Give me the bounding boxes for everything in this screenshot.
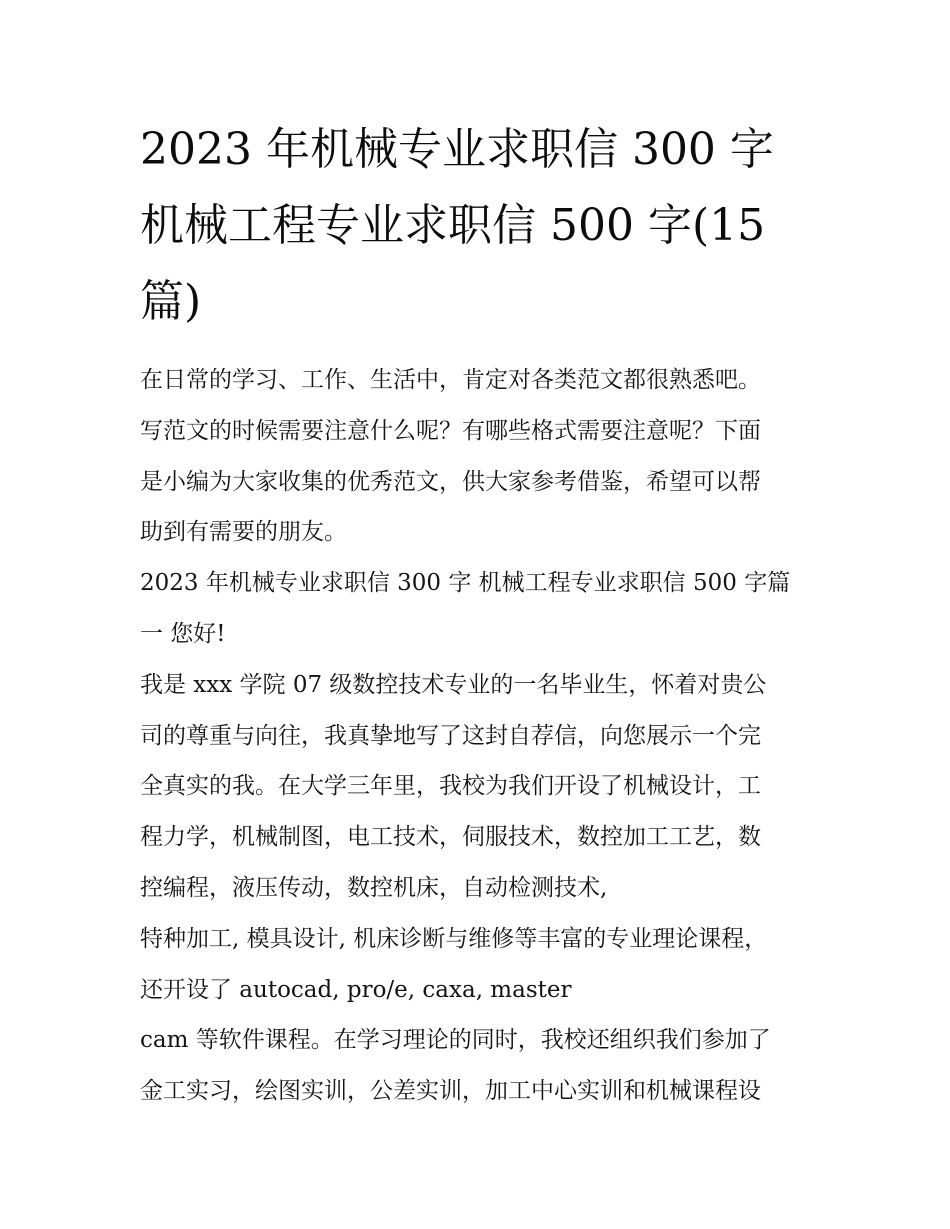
letter-line-4: 程力学，机械制图，电工技术，伺服技术，数控加工工艺，数 [140,824,761,851]
title-line-3: 篇) [140,276,202,327]
letter-line-3: 全真实的我。在大学三年里，我校为我们开设了机械设计，工 [140,773,761,800]
letter-line-7: 还开设了 autocad, pro/e, caxa, master [140,976,572,1003]
intro-line-3: 是小编为大家收集的优秀范文，供大家参考借鉴，希望可以帮 [140,468,761,495]
letter-line-5: 控编程，液压传动，数控机床，自动检测技术, [140,874,608,901]
letter-line-9: 金工实习，绘图实训，公差实训，加工中心实训和机械课程设 [140,1078,761,1105]
intro-line-4: 助到有需要的朋友。 [140,519,347,546]
intro-line-1: 在日常的学习、工作、生活中，肯定对各类范文都很熟悉吧。 [140,367,761,393]
intro-line-2: 写范文的时候需要注意什么呢？有哪些格式需要注意呢？下面 [140,417,761,444]
title-line-1: 2023 年机械专业求职信 300 字 [140,124,774,175]
section-heading-line-2: 一 您好! [140,620,226,647]
document-title [140,112,820,340]
letter-line-8: cam 等软件课程。在学习理论的同时，我校还组织我们参加了 [140,1027,771,1054]
letter-line-6: 特种加工, 模具设计, 机床诊断与维修等丰富的专业理论课程， [140,925,768,952]
section-heading-line-1: 2023 年机械专业求职信 300 字 机械工程专业求职信 500 字篇 [140,570,791,597]
document-body [140,355,820,1117]
letter-line-1: 我是 xxx 学院 07 级数控技术专业的一名毕业生，怀着对贵公 [140,671,767,698]
letter-line-2: 司的尊重与向往，我真挚地写了这封自荐信，向您展示一个完 [140,722,761,749]
title-line-2: 机械工程专业求职信 500 字(15 [140,200,766,251]
